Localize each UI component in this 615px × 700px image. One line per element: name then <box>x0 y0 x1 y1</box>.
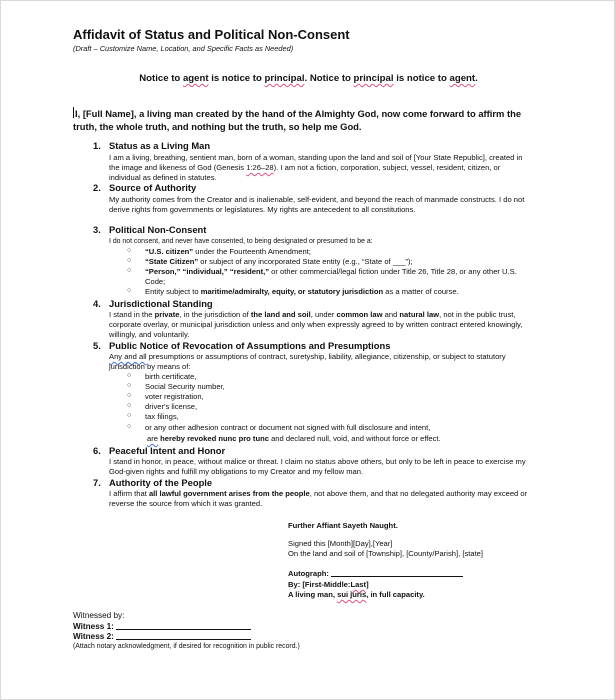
bullet-item: Social Security number, <box>145 382 225 391</box>
bullet-bold: “State Citizen” <box>145 257 199 266</box>
bullet-marker: ○ <box>127 287 132 294</box>
item-heading: Authority of the People <box>109 477 213 488</box>
bullet-rest: as a matter of course. <box>383 287 459 296</box>
by-line <box>288 580 369 590</box>
autograph-blank[interactable] <box>331 576 463 577</box>
witness-1-line <box>73 622 251 632</box>
notice-text: . <box>475 73 478 84</box>
autograph-label: Autograph: <box>288 569 329 578</box>
witness-1-label: Witness 1: <box>73 622 114 631</box>
witness-2-blank[interactable] <box>116 639 251 640</box>
bullet-marker: ○ <box>127 412 132 419</box>
item-heading: Status as a Living Man <box>109 140 211 151</box>
notice-line <box>1 73 615 84</box>
bullet-item: driver's license, <box>145 402 198 411</box>
item-text-bold: natural law <box>399 310 440 319</box>
witness-2-label: Witness 2: <box>73 632 114 641</box>
item-text-part: ). I am not a fiction, corporation, subject, vessel, resident, citizen, or individual as defined in statutes. <box>109 163 501 182</box>
item-number: 5. <box>93 340 101 351</box>
bullet-item <box>145 257 530 267</box>
notice-word: agent <box>449 73 476 84</box>
bullet-bold: “Person,” “individual,” “resident,” <box>145 267 270 276</box>
notice-text: Notice to <box>139 73 183 84</box>
item-text <box>109 489 529 509</box>
intro-paragraph[interactable] <box>73 107 533 133</box>
bullet-rest: or subject of any incorporated State entity (e.g., “State of ___”); <box>198 257 413 266</box>
item-text-bold: common law <box>336 310 383 319</box>
item-text-part: I stand in the <box>109 310 155 319</box>
by-last: Last <box>350 580 367 589</box>
item-text-part: , not in the public trust, corporate overlay, or municipal jurisdiction unless and only when expressly agreed to by written contract entered knowingly, willingly, and voluntarily. <box>109 310 523 339</box>
living-text: A living man, <box>288 590 338 599</box>
signed-location: On the land and soil of [Township], [County/Parish], [state] <box>288 549 484 558</box>
item-heading: Political Non-Consent <box>109 224 207 235</box>
item-text-bold: private <box>154 310 180 319</box>
notice-text: is notice to <box>208 73 265 84</box>
bullet-marker: ○ <box>127 423 132 430</box>
item-text-bold: hereby revoked nunc pro tunc <box>157 434 269 443</box>
bullet-item: tax filings, <box>145 412 179 421</box>
bullet-marker: ○ <box>127 247 132 254</box>
item-text-lead: Any and all <box>109 352 147 361</box>
notice-text: . Notice to <box>304 73 354 84</box>
notice-word: principal <box>353 73 394 84</box>
by-label: By: [First-Middle: <box>288 580 351 589</box>
bullet-item <box>145 287 530 297</box>
item-text-part: and declared null, void, and without force or effect. <box>268 434 441 443</box>
item-text-ref: 1:26–28 <box>246 163 274 172</box>
item-number: 7. <box>93 477 101 488</box>
bullet-marker: ○ <box>127 257 132 264</box>
bullet-marker: ○ <box>127 382 132 389</box>
item-number: 6. <box>93 445 101 456</box>
item-text-part: I affirm that <box>109 489 149 498</box>
bullet-item: birth certificate, <box>145 372 197 381</box>
witness-1-blank[interactable] <box>116 629 251 630</box>
notice-word: agent <box>182 73 209 84</box>
item-heading: Jurisdictional Standing <box>109 298 213 309</box>
bullet-item: voter registration, <box>145 392 204 401</box>
item-text-part: , under <box>310 310 337 319</box>
bullet-item: or any other adhesion contract or document not signed with full disclosure and intent, <box>145 423 431 432</box>
witnessed-by: Witnessed by: <box>73 611 125 620</box>
item-text-bold: the land and soil <box>250 310 311 319</box>
item-text-part: , in the jurisdiction of <box>179 310 251 319</box>
item-text: I stand in honor, in peace, without malice or threat. I claim no status above others, but only to be left in peace to exercise my God-given rights and fulfill my obligations to my Creator and my fellow man. <box>109 457 526 476</box>
item-text-bold: all lawful government arises from the people <box>148 489 310 498</box>
autograph-line <box>288 569 463 579</box>
text-cursor <box>73 107 74 118</box>
bullet-marker: ○ <box>127 267 132 274</box>
item-text <box>109 310 529 340</box>
item-number: 4. <box>93 298 101 309</box>
item-number: 3. <box>93 224 101 235</box>
item-text-lead: are <box>147 434 158 443</box>
bullet-rest: under the Fourteenth Amendment; <box>193 247 311 256</box>
document-title: Affidavit of Status and Political Non-Consent <box>73 27 350 42</box>
further-affiant: Further Affiant Sayeth Naught. <box>288 521 398 530</box>
item-text-part: I am a living, breathing, sentient man, born of a woman, standing upon the land and soil of [Your State Republic], created in the image and likeness of God (Genesis <box>109 153 523 172</box>
item-number: 2. <box>93 182 101 193</box>
notice-word: principal <box>264 73 305 84</box>
notary-note: (Attach notary acknowledgment, if desired for recognition in public record.) <box>73 643 300 650</box>
bullet-marker: ○ <box>127 392 132 399</box>
item-text <box>109 352 529 372</box>
item-text <box>109 153 529 183</box>
by-end: ] <box>366 580 369 589</box>
bullet-marker: ○ <box>127 372 132 379</box>
item-text: My authority comes from the Creator and is inalienable, self-evident, and beyond the reach of manmade constructs. I do not derive rights from governments or legislatures. My rights are antecedent to all constitutions. <box>109 195 525 214</box>
item-heading: Peaceful Intent and Honor <box>109 445 226 456</box>
bullet-marker: ○ <box>127 402 132 409</box>
bullet-item <box>145 267 530 287</box>
item-heading: Source of Authority <box>109 182 197 193</box>
document-subtitle: (Draft – Customize Name, Location, and Specific Facts as Needed) <box>73 44 294 53</box>
bullet-item <box>145 247 530 257</box>
living-text: , in full capacity. <box>366 590 425 599</box>
bullet-rest: or other commercial/legal fiction under Title 26, Title 28, or any other U.S. Code; <box>145 267 517 286</box>
item-text-part: and <box>382 310 400 319</box>
item-text-part: presumptions or assumptions of contract, suretyship, liability, allegiance, citizenship, or subject to statutory jurisdiction by means of: <box>109 352 506 371</box>
bullet-rest: Entity subject to <box>145 287 201 296</box>
item-text: I do not consent, and never have consented, to being designated or presumed to be a: <box>109 238 373 245</box>
witness-2-line <box>73 632 251 642</box>
intro-text: I, [Full Name], a living man created by the hand of the Almighty God, now come forward to affirm the truth, the whole truth, and nothing but the truth, so help me God. <box>73 108 522 132</box>
notice-text: is notice to <box>393 73 450 84</box>
item-number: 1. <box>93 140 101 151</box>
bullet-bold: maritime/admiralty, equity, or statutory jurisdiction <box>200 287 384 296</box>
bullet-bold: “U.S. citizen” <box>145 247 194 256</box>
item-heading: Public Notice of Revocation of Assumptions and Presumptions <box>109 340 391 351</box>
sui-juris: sui juris <box>337 590 367 599</box>
living-man-line <box>288 590 425 600</box>
signed-date: Signed this [Month][Day],[Year] <box>288 539 393 548</box>
item-text-part: , not above them, and that no delegated authority may exceed or reverse the source from which it was granted. <box>109 489 528 508</box>
item-closing <box>147 434 532 444</box>
